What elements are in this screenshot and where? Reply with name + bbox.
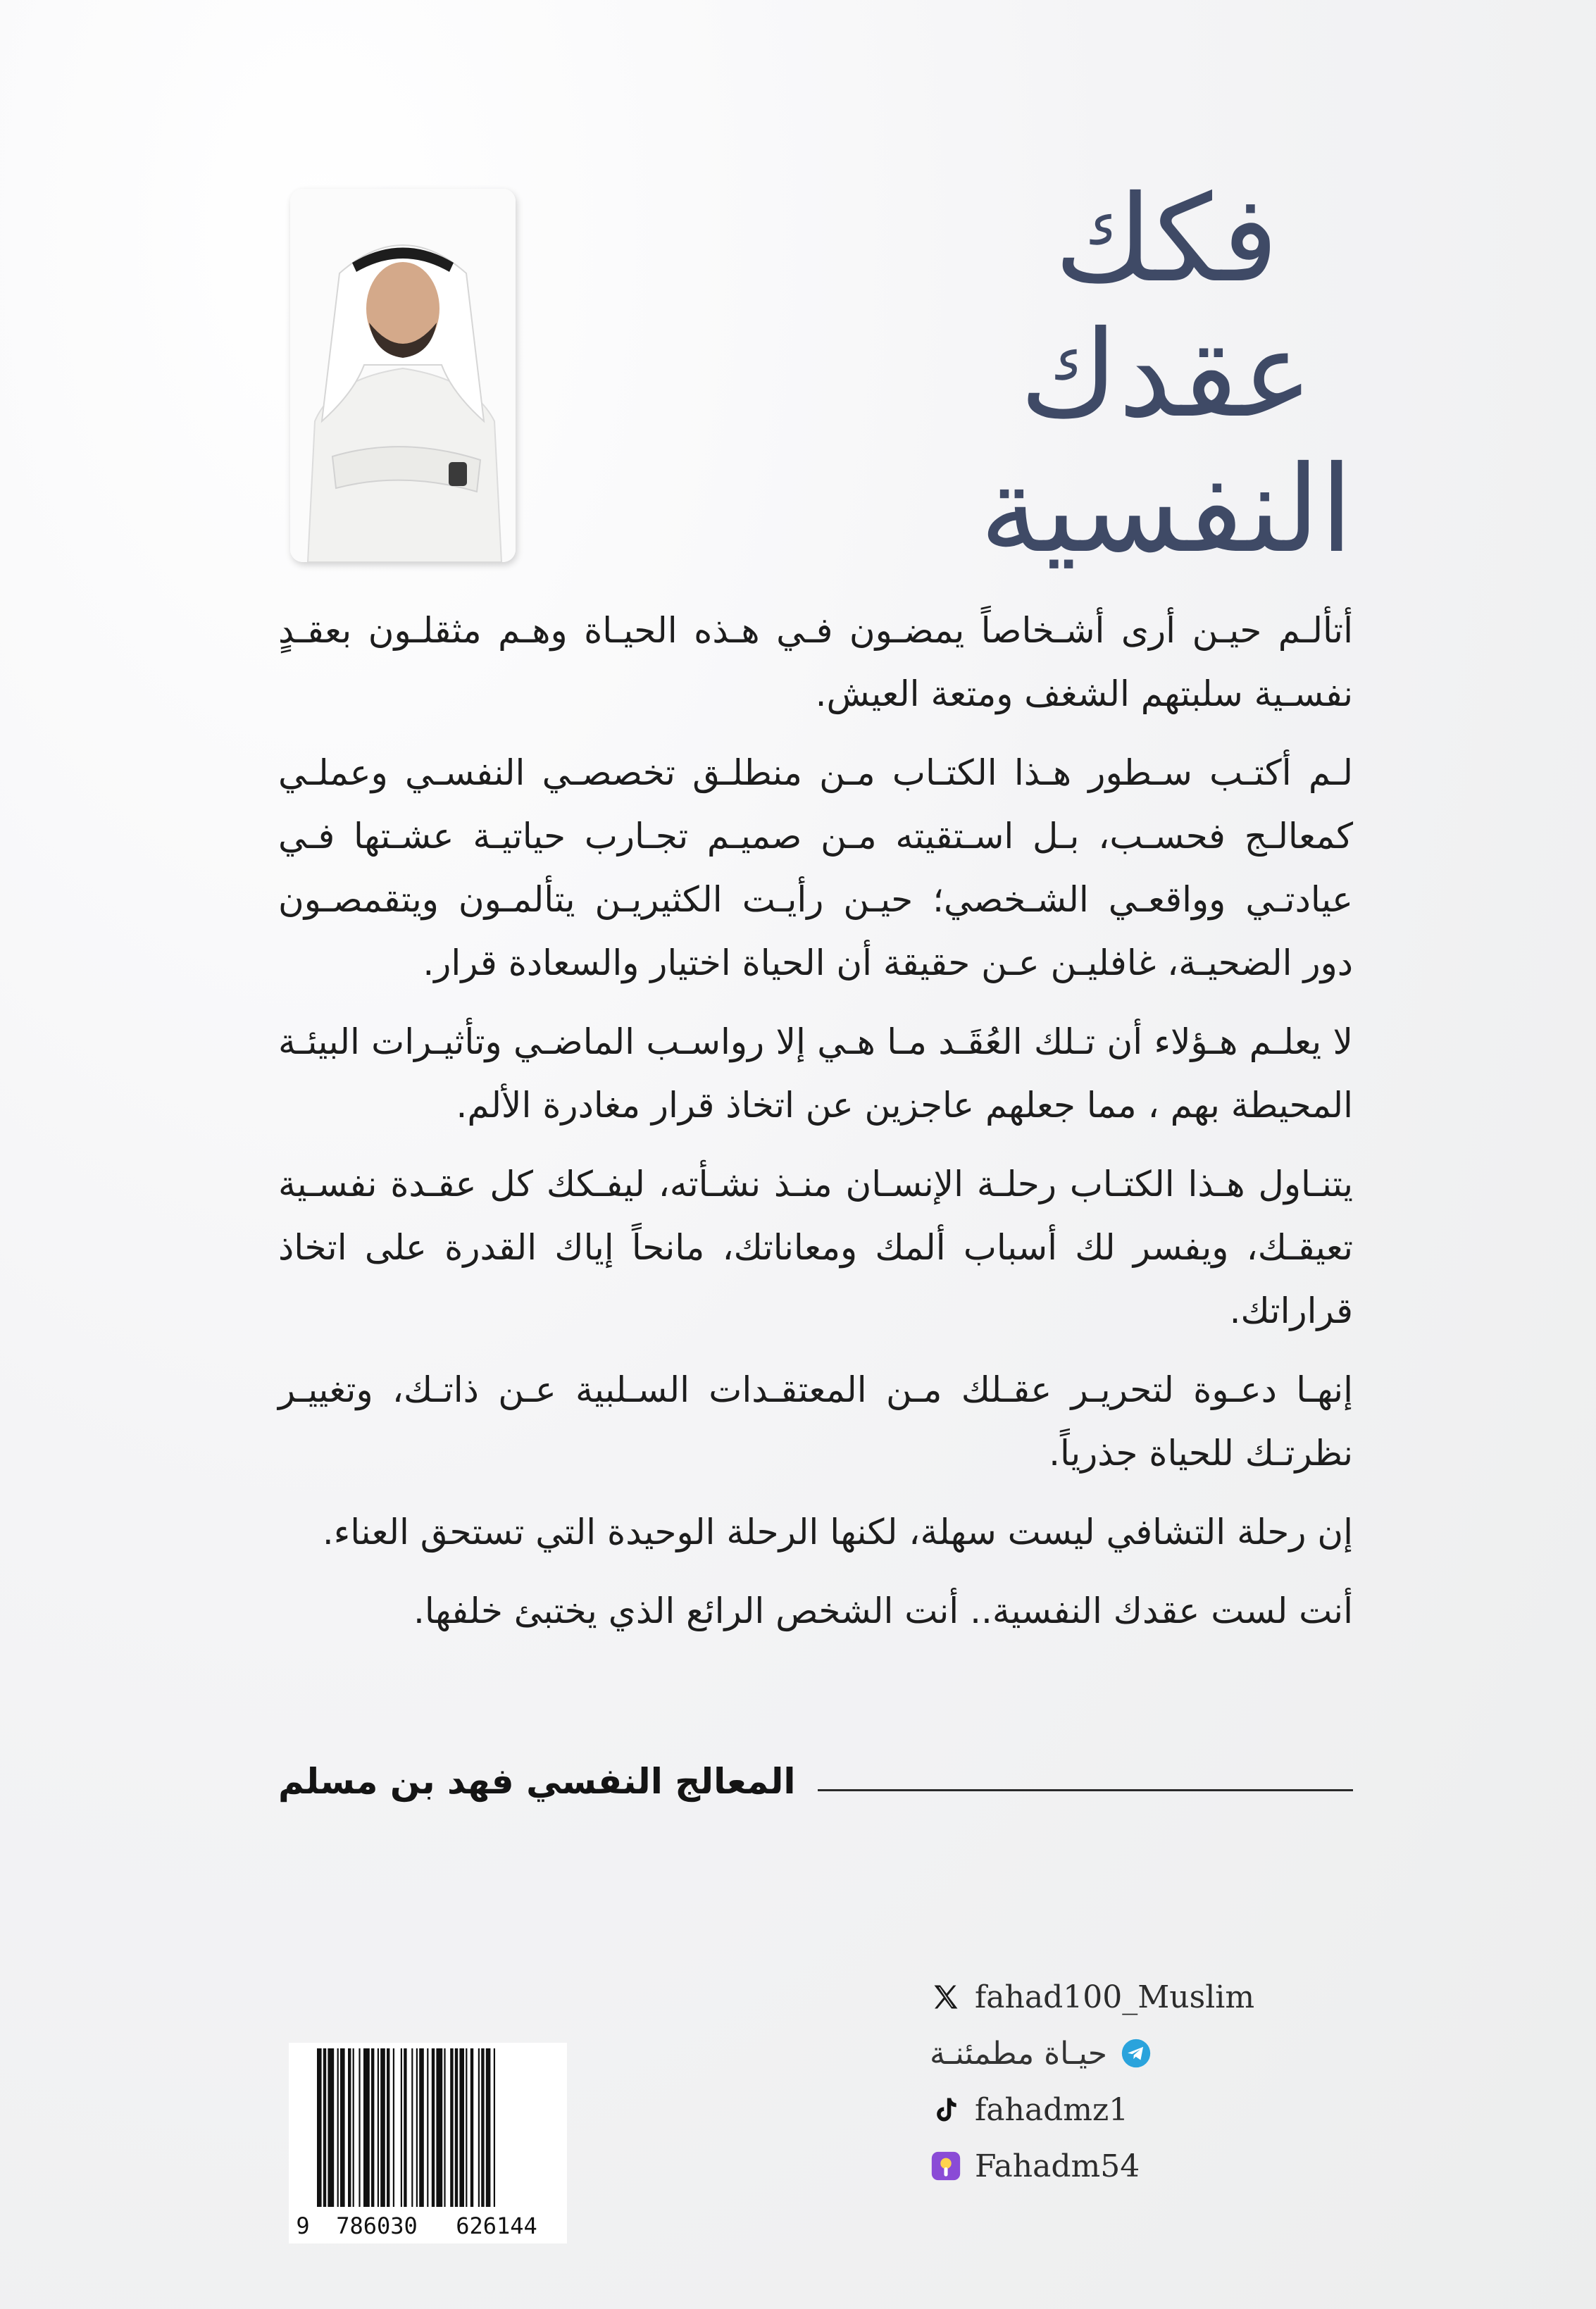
- barcode-bar: [337, 2048, 339, 2207]
- title-line-2: عقدك: [1019, 305, 1314, 444]
- barcode-bar: [317, 2048, 322, 2207]
- podcast-handle: Fahadm54: [975, 2148, 1140, 2184]
- isbn-left-group: 786030: [336, 2212, 418, 2239]
- barcode-bar: [328, 2048, 334, 2207]
- social-item-podcast[interactable]: [930, 2138, 1324, 2194]
- isbn-number: [289, 2212, 567, 2239]
- barcode-bar: [481, 2048, 484, 2207]
- blurb-paragraph-2: لـم أكتـب سـطور هـذا الكتـاب مـن منطلـق تخصصـي النفسـي وعملـي كمعالـج فحسـب، بـل اسـتقيته مـن صميـم تجـارب حياتيـة عشـتها فـي عيادتـي وواقعـي الشـخصي؛ حيـن رأيـت الكثيريـن يتألمـون ويتقمصـون دور الضحيـة، غافليـن عـن حقيقة أن الحياة اختيار والسعادة قرار.: [278, 752, 1353, 983]
- barcode-bar: [450, 2048, 453, 2207]
- blurb-paragraph-5: إنهـا دعـوة لتحريـر عقـلك مـن المعتقـدات السـلبية عـن ذاتـك، وتغييـر نظرتـك للحياة جذرياً.: [278, 1369, 1353, 1474]
- barcode-bars: [289, 2043, 567, 2212]
- signature-row: [278, 1761, 1353, 1817]
- barcode-bar: [486, 2048, 491, 2207]
- barcode-bar: [436, 2048, 442, 2207]
- barcode-bar: [393, 2048, 394, 2207]
- barcode-bar: [427, 2048, 428, 2207]
- barcode-bar: [353, 2048, 354, 2207]
- social-item-tiktok[interactable]: [930, 2081, 1324, 2138]
- social-item-x[interactable]: [930, 1969, 1324, 2025]
- podcast-icon: [930, 2150, 962, 2182]
- signature-divider: [818, 1789, 1353, 1791]
- blurb-paragraph-4: يتنـاول هـذا الكتـاب رحلـة الإنسـان منـذ نشـأته، ليفـكك كل عقـدة نفسـية تعيقـك، ويفسر لك أسباب ألمك ومعاناتك، مانحاً إياك القدرة على اتخاذ قراراتك.: [278, 1164, 1353, 1331]
- telegram-icon: [1120, 2037, 1152, 2070]
- barcode-bar: [459, 2048, 464, 2207]
- barcode-bar: [387, 2048, 389, 2207]
- barcode-bar: [363, 2048, 370, 2207]
- author-portrait-illustration: [290, 189, 516, 562]
- barcode-bar: [404, 2048, 406, 2207]
- blurb-paragraph-6: إن رحلة التشافي ليست سهلة، لكنها الرحلة الوحيدة التي تستحق العناء.: [322, 1512, 1353, 1552]
- social-handles: [930, 1969, 1324, 2194]
- barcode-bar: [323, 2048, 326, 2207]
- isbn-barcode: [289, 2043, 567, 2243]
- barcode-bar: [411, 2048, 413, 2207]
- isbn-right-group: 626144: [456, 2212, 537, 2239]
- barcode-bar: [494, 2048, 495, 2207]
- barcode-bar: [359, 2048, 360, 2207]
- blurb-paragraph-3: لا يعلـم هـؤلاء أن تـلك العُقَـد مـا هـي إلا رواسـب الماضـي وتأثيـرات البيئـة المحيطة بهم ، مما جعلهم عاجزين عن اتخاذ قرار مغادرة الألم.: [278, 1021, 1353, 1126]
- barcode-bar: [380, 2048, 385, 2207]
- barcode-bar: [378, 2048, 379, 2207]
- barcode-bar: [478, 2048, 480, 2207]
- barcode-bar: [419, 2048, 424, 2207]
- social-item-telegram[interactable]: [930, 2025, 1324, 2081]
- author-portrait: [290, 189, 516, 562]
- blurb-paragraph-1: أتألـم حيـن أرى أشـخاصاً يمضـون فـي هـذه الحيـاة وهـم مثقلـون بعقـدٍ نفسـية سلبتهم الشغف ومتعة العيش.: [278, 610, 1353, 714]
- barcode-bar: [416, 2048, 418, 2207]
- x-handle: fahad100_Muslim: [975, 1979, 1255, 2015]
- barcode-bar: [432, 2048, 435, 2207]
- barcode-bar: [444, 2048, 445, 2207]
- title-line-3: النفسية: [979, 440, 1354, 580]
- x-icon: [930, 1981, 962, 2013]
- isbn-first-digit: 9: [296, 2212, 310, 2239]
- barcode-bar: [466, 2048, 467, 2207]
- barcode-bar: [401, 2048, 402, 2207]
- title-line-1: فكك: [1054, 170, 1279, 309]
- blurb-paragraph-7: أنت لست عقدك النفسية.. أنت الشخص الرائع الذي يختبئ خلفها.: [413, 1591, 1353, 1631]
- tiktok-icon: [930, 2093, 962, 2126]
- book-title: [969, 170, 1364, 585]
- tiktok-handle: fahadmz1: [975, 2091, 1129, 2128]
- barcode-bar: [455, 2048, 458, 2207]
- barcode-bar: [340, 2048, 345, 2207]
- barcode-bar: [348, 2048, 351, 2207]
- barcode-bar: [371, 2048, 374, 2207]
- barcode-bar: [470, 2048, 473, 2207]
- blurb-text: [278, 599, 1353, 1658]
- author-signature: المعالج النفسي فهد بن مسلم: [278, 1761, 796, 1802]
- telegram-handle: حيـاة مطمئنـة: [930, 2035, 1107, 2072]
